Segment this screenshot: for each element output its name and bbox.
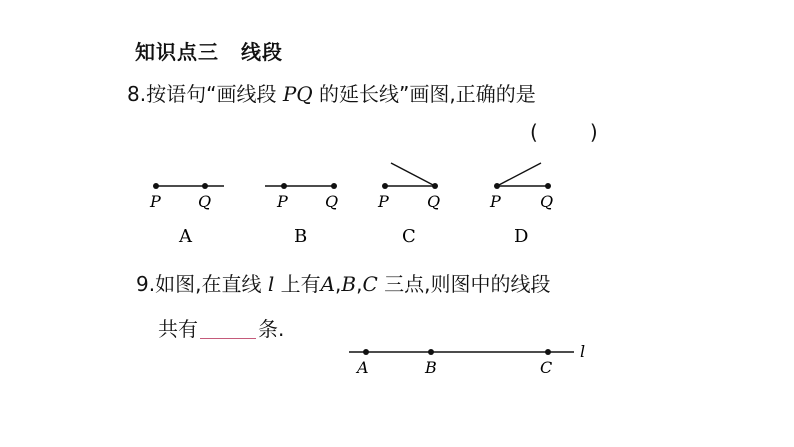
- q9-point-a-text: A: [320, 272, 336, 296]
- q9-text-4: 共有: [158, 317, 198, 341]
- q9-sep-1: ,: [335, 272, 342, 296]
- q9-number: 9.: [136, 272, 156, 296]
- option-a-point-q: [202, 183, 208, 189]
- option-c-label-q: Q: [427, 192, 441, 211]
- q9-line-name: l: [267, 272, 275, 296]
- q9-point-c-text: C: [362, 272, 378, 296]
- option-b-point-p: [281, 183, 287, 189]
- q9-text-2: 上有: [280, 272, 321, 296]
- option-c-label-p: P: [378, 192, 389, 211]
- option-a-label[interactable]: A: [179, 226, 192, 247]
- option-b-point-q: [331, 183, 337, 189]
- section-topic: 线段: [241, 40, 283, 64]
- q9-text-5: 条.: [258, 317, 285, 341]
- q8-number: 8.: [127, 82, 147, 106]
- question-9-text-line2: [158, 313, 284, 342]
- section-title: 知识点三: [135, 40, 219, 64]
- option-c-figure: [377, 163, 440, 247]
- q9-label-c: C: [540, 358, 553, 377]
- option-c-point-q: [432, 183, 438, 189]
- q8-segment: PQ: [282, 82, 313, 106]
- option-d-point-p: [494, 183, 500, 189]
- option-b-label-q: Q: [325, 192, 339, 211]
- paren-close: ): [589, 120, 598, 144]
- q9-label-b: B: [425, 358, 437, 377]
- question-9-text: [136, 268, 550, 297]
- option-b-label-p: P: [277, 192, 288, 211]
- q9-sep-2: ,: [356, 272, 363, 296]
- option-c-point-p: [382, 183, 388, 189]
- option-a-point-p: [153, 183, 159, 189]
- option-d-label-q: Q: [540, 192, 554, 211]
- q9-point-c: [545, 349, 551, 355]
- q9-label-l: l: [580, 342, 586, 361]
- q9-point-a: [363, 349, 369, 355]
- option-a-label-q: Q: [198, 192, 212, 211]
- option-d-label-p: P: [490, 192, 501, 211]
- option-c-label[interactable]: C: [402, 226, 416, 247]
- q8-text-after: 的延长线”画图,正确的是: [319, 82, 536, 106]
- q9-text-3: 三点,则图中的线段: [384, 272, 551, 296]
- option-b-figure: [265, 183, 338, 247]
- q9-answer-blank[interactable]: [200, 320, 256, 339]
- q9-point-b: [428, 349, 434, 355]
- option-c-ray: [391, 163, 435, 186]
- q9-text-1: 如图,在直线: [155, 272, 262, 296]
- q9-label-a: A: [357, 358, 369, 377]
- option-a-label-p: P: [150, 192, 161, 211]
- option-d-ray: [497, 163, 541, 186]
- q9-figure: [349, 342, 585, 377]
- paren-open: (: [530, 120, 538, 144]
- option-d-label[interactable]: D: [514, 226, 529, 247]
- option-d-point-q: [545, 183, 551, 189]
- option-a-figure: [149, 183, 224, 247]
- q9-point-b-text: B: [341, 272, 357, 296]
- option-b-label[interactable]: B: [294, 226, 308, 247]
- option-d-figure: [489, 163, 553, 247]
- q8-text-before: 按语句“画线段: [146, 82, 277, 106]
